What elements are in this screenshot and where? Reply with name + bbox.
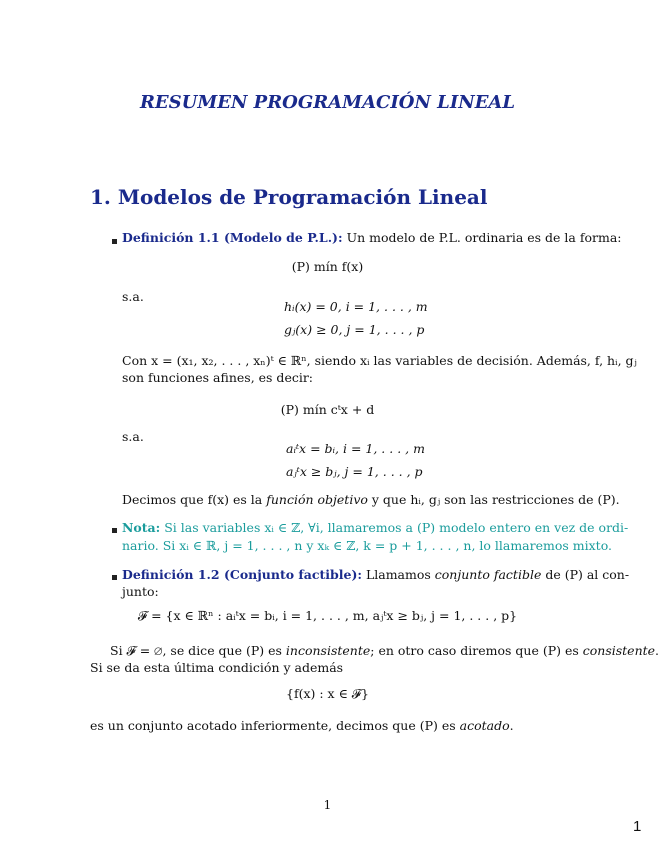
def1-text: Un modelo de P.L. ordinaria es de la forma: — [346, 230, 622, 245]
def1-sa: s.a. — [122, 289, 144, 304]
nota-text-1: Si las variables xᵢ ∈ ℤ, ∀i, llamaremos a (P) modelo entero en vez de ordi- — [160, 520, 629, 535]
viewer-page-number: 1 — [633, 818, 642, 835]
closing-line-1 — [110, 642, 659, 659]
decimos-post: y que hᵢ, gⱼ son las restricciones de (P). — [367, 492, 620, 507]
closing-line-2: Si se da esta última condición y además — [90, 660, 344, 675]
def2-text-pre: Llamamos — [361, 567, 435, 582]
def2-text-italic: conjunto factible — [434, 567, 542, 582]
closing-l1-italic-1: inconsistente — [285, 643, 371, 658]
closing-l3-italic: acotado — [459, 718, 510, 733]
section-heading: 1. Modelos de Programación Lineal — [90, 185, 488, 209]
closing-l1-italic-2: consistente — [582, 643, 656, 658]
def1-con-line-1: Con x = (x₁, x₂, . . . , xₙ)ᵗ ∈ ℝⁿ, siendo xᵢ las variables de decisión. Además, f, hᵢ, gⱼ — [122, 353, 637, 368]
def2-line-2: junto: — [122, 584, 159, 599]
def1-problem-2: (P) mín cᵗx + d — [280, 402, 375, 417]
def1-sa-2: s.a. — [122, 429, 144, 444]
def1-intro — [122, 229, 622, 246]
def1-con-line-2: son funciones afines, es decir: — [122, 370, 314, 385]
nota-line-2: nario. Si xᵢ ∈ ℝ, j = 1, . . . , n y xₖ ∈ ℤ, k = p + 1, . . . , n, lo llamaremos mixto. — [122, 538, 612, 553]
nota-line-1 — [122, 519, 628, 536]
def1-constraint-4: aⱼᵗx ≥ bⱼ, j = 1, . . . , p — [286, 464, 423, 479]
def2-label: Definición 1.2 (Conjunto factible): — [122, 567, 362, 582]
closing-l1-end: . — [655, 643, 659, 658]
def2-intro — [122, 566, 629, 583]
def1-decimos — [122, 491, 620, 508]
decimos-pre: Decimos que f(x) es la — [122, 492, 267, 507]
bullet-def2 — [112, 575, 117, 580]
bullet-nota — [112, 528, 117, 533]
closing-line-3 — [90, 717, 514, 734]
page-number: 1 — [323, 798, 332, 812]
closing-l1-mid: ; en otro caso diremos que (P) es — [370, 643, 583, 658]
def2-set: 𝓕 = {x ∈ ℝⁿ : aᵢᵗx = bᵢ, i = 1, . . . , m, aⱼᵗx ≥ bⱼ, j = 1, . . . , p} — [137, 608, 518, 623]
nota-label: Nota: — [122, 520, 161, 535]
def1-constraint-2: gⱼ(x) ≥ 0, j = 1, . . . , p — [284, 322, 425, 337]
decimos-italic: función objetivo — [266, 492, 368, 507]
def1-constraint-3: aᵢᵗx = bᵢ, i = 1, . . . , m — [286, 441, 425, 456]
document-title: RESUMEN PROGRAMACIÓN LINEAL — [139, 92, 516, 113]
closing-set: {f(x) : x ∈ 𝓕} — [286, 686, 369, 701]
def1-label: Definición 1.1 (Modelo de P.L.): — [122, 230, 343, 245]
closing-l3-pre: es un conjunto acotado inferiormente, decimos que (P) es — [90, 718, 460, 733]
closing-l1-pre: Si 𝓕 = ∅, se dice que (P) es — [110, 643, 286, 658]
bullet-def1 — [112, 239, 117, 244]
def1-constraint-1: hᵢ(x) = 0, i = 1, . . . , m — [284, 299, 428, 314]
closing-l3-end: . — [509, 718, 514, 733]
def2-text-post: de (P) al con- — [541, 567, 630, 582]
def1-problem: (P) mín f(x) — [291, 259, 364, 274]
